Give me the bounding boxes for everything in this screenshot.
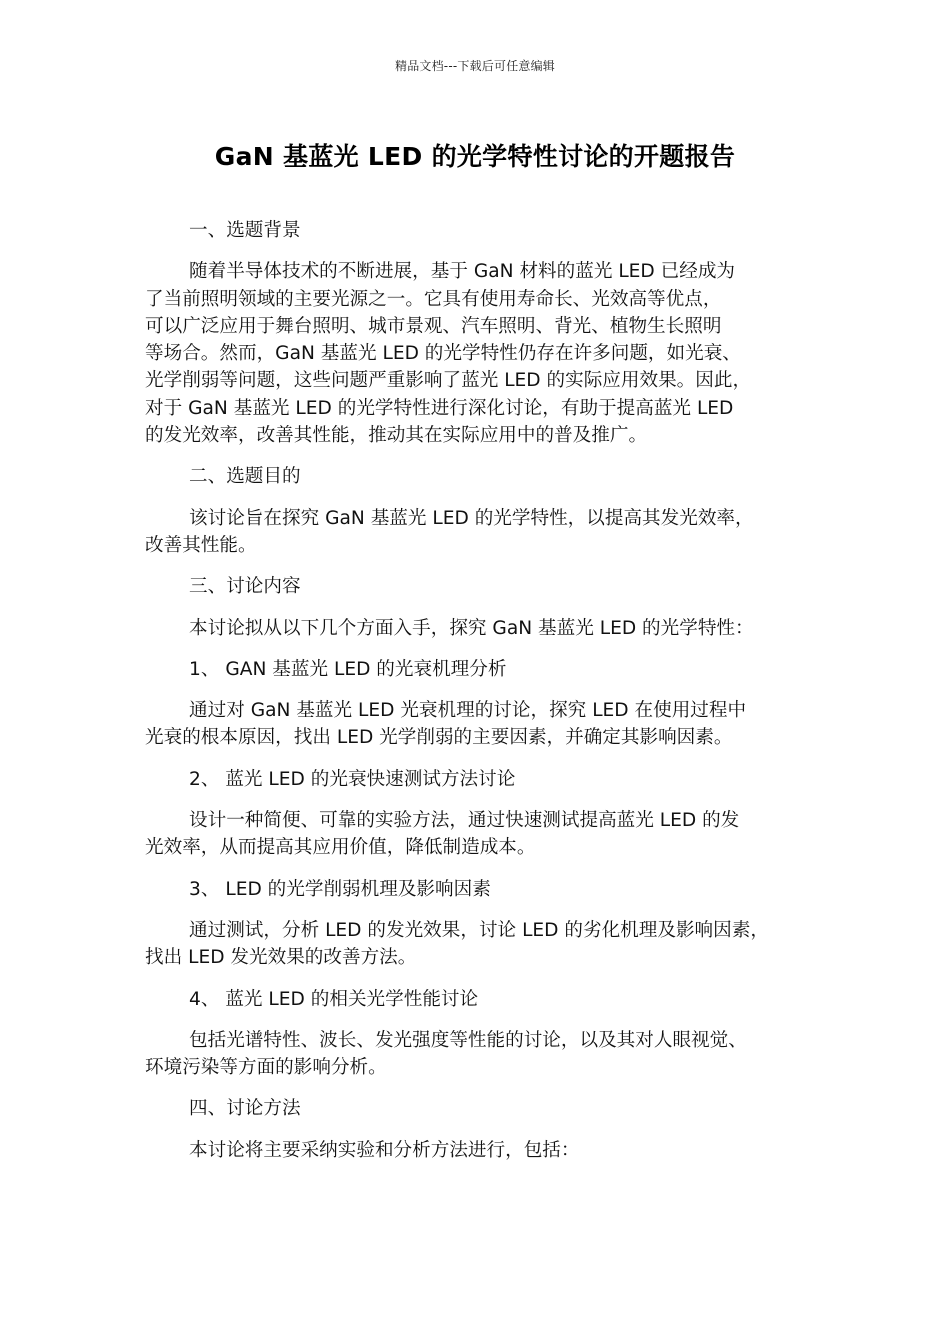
item-heading-4: 4、 蓝光 LED 的相关光学性能讨论 <box>189 988 479 1010</box>
paragraph-line: 改善其性能。 <box>145 534 257 556</box>
item-paragraph-1 <box>145 697 815 752</box>
paragraph-line: 环境污染等方面的影响分析。 <box>145 1057 387 1079</box>
section-heading-method: 四、讨论方法 <box>189 1098 301 1120</box>
paragraph-purpose <box>145 505 815 560</box>
paragraph-line: 等场合。然而，GaN 基蓝光 LED 的光学特性仍存在许多问题，如光衰、 <box>145 343 741 365</box>
item-paragraph-3 <box>145 917 815 972</box>
paragraph-background <box>145 258 815 449</box>
paragraph-content-intro: 本讨论拟从以下几个方面入手，探究 GaN 基蓝光 LED 的光学特性： <box>189 617 754 639</box>
paragraph-line: 找出 LED 发光效果的改善方法。 <box>145 947 417 969</box>
paragraph-line: 设计一种简便、可靠的实验方法，通过快速测试提高蓝光 LED 的发 <box>189 810 740 832</box>
paragraph-line: 对于 GaN 基蓝光 LED 的光学特性进行深化讨论，有助于提高蓝光 LED <box>145 397 734 419</box>
item-heading-1: 1、 GAN 基蓝光 LED 的光衰机理分析 <box>189 658 507 680</box>
paragraph-line: 包括光谱特性、波长、发光强度等性能的讨论，以及其对人眼视觉、 <box>189 1029 747 1051</box>
paragraph-line: 通过对 GaN 基蓝光 LED 光衰机理的讨论，探究 LED 在使用过程中 <box>189 700 747 722</box>
document-title: GaN 基蓝光 LED 的光学特性讨论的开题报告 <box>214 142 736 171</box>
paragraph-line: 光学削弱等问题，这些问题严重影响了蓝光 LED 的实际应用效果。因此， <box>145 370 752 392</box>
paragraph-line: 随着半导体技术的不断进展，基于 GaN 材料的蓝光 LED 已经成为 <box>189 261 736 283</box>
item-heading-3: 3、 LED 的光学削弱机理及影响因素 <box>189 878 491 900</box>
paragraph-method-intro: 本讨论将主要采纳实验和分析方法进行，包括： <box>189 1139 580 1161</box>
paragraph-line: 光衰的根本原因，找出 LED 光学削弱的主要因素，并确定其影响因素。 <box>145 727 733 749</box>
paragraph-line: 了当前照明领域的主要光源之一。它具有使用寿命长、光效高等优点， <box>145 288 722 310</box>
paragraph-line: 该讨论旨在探究 GaN 基蓝光 LED 的光学特性，以提高其发光效率， <box>189 507 754 529</box>
item-paragraph-2 <box>145 807 815 862</box>
paragraph-line: 的发光效率，改善其性能，推动其在实际应用中的普及推广。 <box>145 425 648 447</box>
paragraph-line: 通过测试，分析 LED 的发光效果，讨论 LED 的劣化机理及影响因素， <box>189 919 769 941</box>
paragraph-line: 可以广泛应用于舞台照明、城市景观、汽车照明、背光、植物生长照明 <box>145 315 722 337</box>
paragraph-line: 光效率，从而提高其应用价值，降低制造成本。 <box>145 837 536 859</box>
item-paragraph-4 <box>145 1027 815 1082</box>
item-heading-2: 2、 蓝光 LED 的光衰快速测试方法讨论 <box>189 768 516 790</box>
section-heading-background: 一、选题背景 <box>189 220 301 241</box>
section-heading-content: 三、讨论内容 <box>189 576 301 598</box>
section-heading-purpose: 二、选题目的 <box>189 466 301 488</box>
header-note: 精品文档---下载后可任意编辑 <box>395 59 555 73</box>
document-body <box>145 217 815 1164</box>
